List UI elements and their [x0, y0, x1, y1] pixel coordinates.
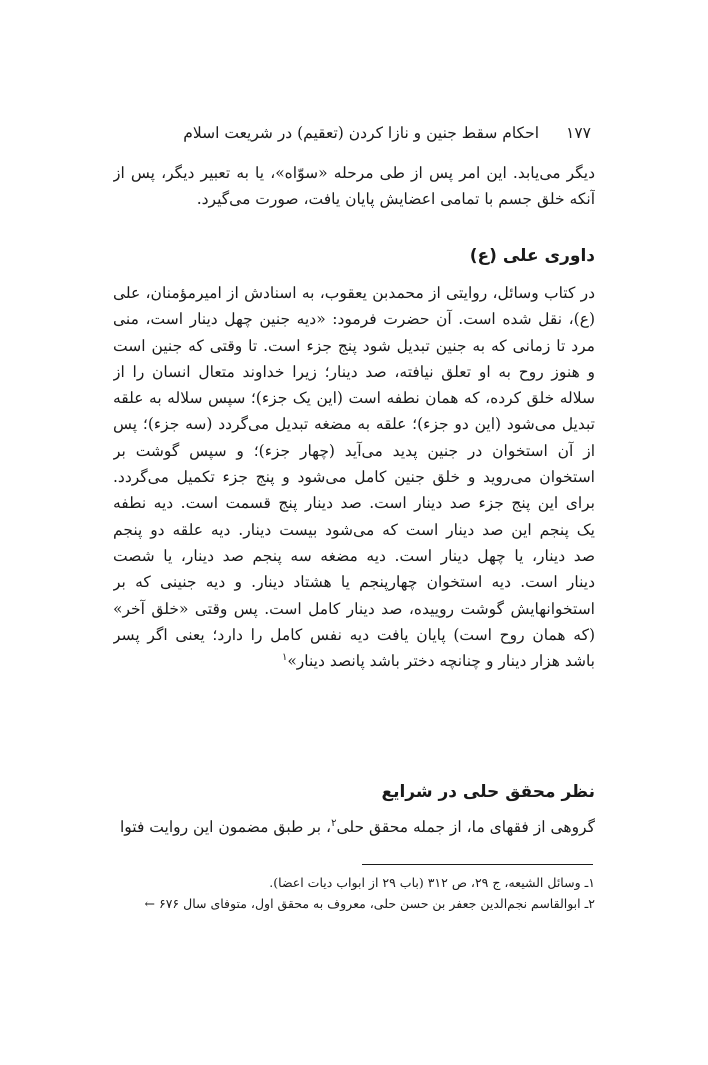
text-line: یک پنجم این صد دینار است که می‌شود بیست دینار. دیه علقه دو پنجم — [113, 520, 595, 539]
section-heading-ali: داوری علی (ع) — [469, 246, 595, 266]
text-line: سلاله خلق کرده، که همان نطفه است (این یک جزء)؛ سپس سلاله به علقه — [113, 389, 595, 408]
footnote-1: ۱ـ وسائل الشیعه، ج ۲۹، ص ۳۱۲ (باب ۲۹ از ابواب دیات اعضا). — [269, 875, 595, 890]
text-line: استخوانهایش گوشت روییده، صد دینار کامل است. پس وقتی «خلق آخر» — [113, 599, 595, 618]
footnote-divider — [362, 864, 593, 865]
hilli-text-b: ، بر طبق مضمون این روایت فتوا — [119, 818, 332, 836]
intro-paragraph — [113, 160, 595, 213]
text-line: در کتاب وسائل، روایتی از محمدبن یعقوب، به اسنادش از امیرمؤمنان، علی — [113, 284, 595, 302]
footnote-ref-2: ۲ — [331, 817, 337, 829]
text-line: استخوان می‌روید و خلق جنین کامل می‌شود و پنج جزء تکمیل می‌گردد. — [113, 468, 595, 487]
text-line: (ع)، نقل شده است. آن حضرت فرمود: «دیه جنین چهل دینار است، منی — [113, 310, 595, 329]
page-number: ۱۷۷ — [566, 124, 591, 142]
footnote-ref-1: ۱ — [281, 652, 288, 663]
text-line: دیگر می‌یابد. این امر پس از طی مرحله «سوّاه»، یا به تعبیر دیگر، پس از — [113, 164, 595, 182]
text-line: صد دینار، یا چهل دینار است. دیه مضغه سه پنجم صد دینار، یا شصت — [113, 546, 595, 565]
text-line: (که همان روح است) پایان یافت دیه نفس کامل را دارد؛ یعنی اگر پسر — [113, 625, 595, 644]
footnotes — [113, 872, 595, 914]
section-heading-hilli: نظر محقق حلی در شرایع — [381, 782, 595, 802]
last-line-text: باشد هزار دینار و چنانچه دختر باشد پانصد دینار» — [287, 652, 595, 671]
hilli-text-a: گروهی از فقهای ما، از جمله محقق حلی — [336, 818, 595, 836]
text-line — [113, 814, 595, 840]
text-line: از آن استخوان در جنین پدید می‌آید (چهار جزء)؛ و سپس گوشت بر — [113, 441, 595, 460]
running-header — [117, 121, 591, 145]
running-title: احکام سقط جنین و نازا کردن (تعقیم) در شریعت اسلام — [183, 124, 539, 142]
text-line: برای این پنج جزء صد دینار است. صد دینار پنج قسمت است. دیه نطفه — [113, 494, 595, 513]
text-line: تبدیل می‌شود (این دو جزء)؛ علقه به مضغه تبدیل می‌گردد (سه جزء)؛ پس — [113, 415, 595, 434]
footnote-2: ۲ـ ابوالقاسم نجم‌الدین جعفر بن حسن حلی، معروف به محقق اول، متوفای سال ۶۷۶ ← — [144, 896, 595, 911]
hilli-paragraph — [113, 814, 595, 840]
text-line: آنکه خلق جسم با تمامی اعضایش پایان یافت، صورت می‌گیرد. — [196, 190, 595, 209]
text-line: و هنوز روح به او تعلق نیافته، صد دینار؛ زیرا خداوند متعال انسان را از — [113, 362, 595, 381]
ali-ruling-paragraph — [113, 280, 595, 674]
text-line: دینار است. دیه استخوان چهارپنجم یا هشتاد دینار. و دیه جنینی که بر — [113, 573, 595, 592]
text-line: مرد تا زمانی که به جنین تبدیل شود پنج جزء است. تا وقتی که جنین است — [113, 336, 595, 355]
text-line — [113, 648, 595, 674]
